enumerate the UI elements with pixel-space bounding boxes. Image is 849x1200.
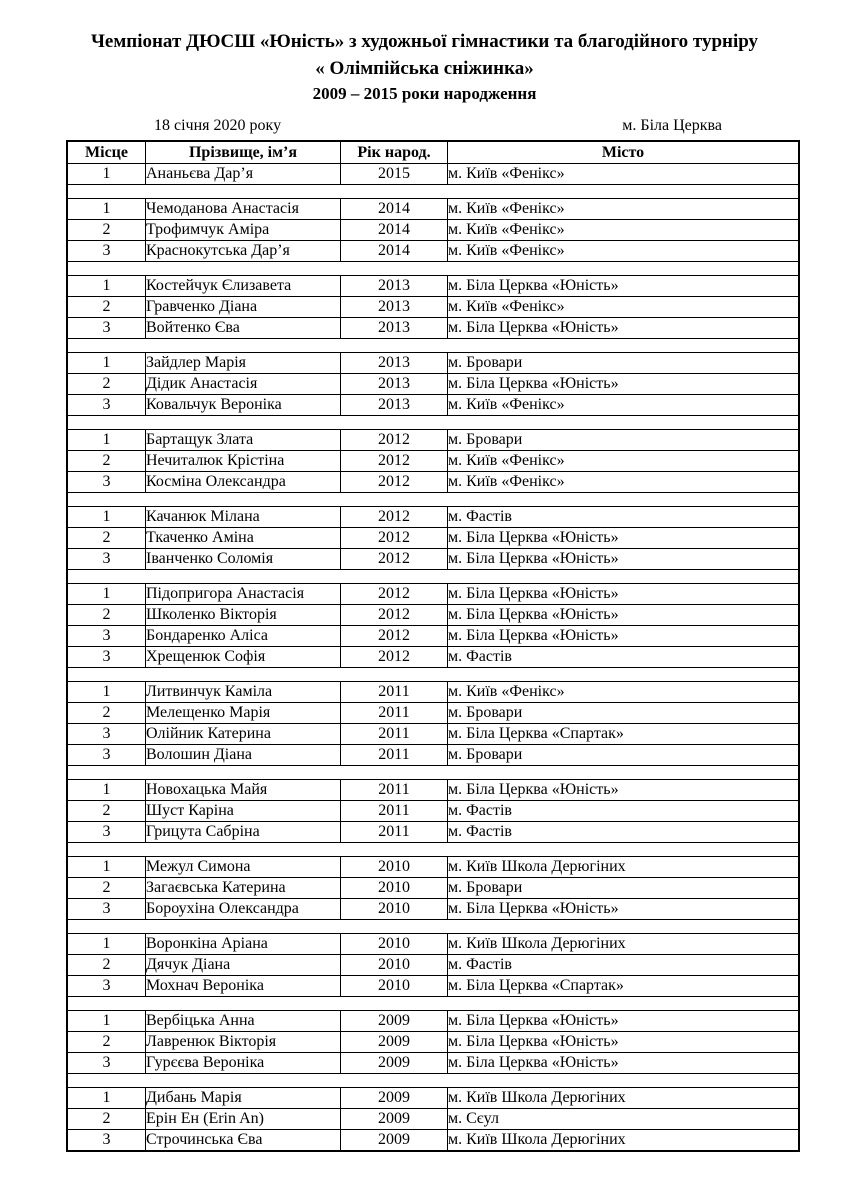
place-cell: 2	[67, 1109, 146, 1130]
table-row	[67, 801, 799, 822]
place-cell: 3	[67, 724, 146, 745]
city-cell: м. Біла Церква «Юність»	[448, 780, 800, 801]
place-cell: 1	[67, 682, 146, 703]
separator-row	[67, 766, 799, 780]
year-cell: 2014	[341, 220, 448, 241]
place-cell: 2	[67, 1032, 146, 1053]
city-cell: м. Київ «Фенікс»	[448, 395, 800, 416]
year-cell: 2010	[341, 899, 448, 920]
place-cell: 1	[67, 1088, 146, 1109]
name-cell: Войтенко Єва	[146, 318, 341, 339]
name-cell: Зайдлер Марія	[146, 353, 341, 374]
name-cell: Ковальчук Вероніка	[146, 395, 341, 416]
name-cell: Краснокутська Дар’я	[146, 241, 341, 262]
title-line-2: « Олімпійська сніжинка»	[315, 58, 534, 79]
year-cell: 2011	[341, 724, 448, 745]
place-cell: 3	[67, 899, 146, 920]
place-cell: 1	[67, 780, 146, 801]
place-cell: 1	[67, 857, 146, 878]
header-year: Рік народ.	[341, 141, 448, 164]
city-cell: м. Київ Школа Дерюгіних	[448, 857, 800, 878]
table-row	[67, 934, 799, 955]
table-row	[67, 605, 799, 626]
separator-cell	[67, 843, 799, 857]
year-cell: 2013	[341, 395, 448, 416]
city-cell: м. Біла Церква «Юність»	[448, 584, 800, 605]
year-cell: 2013	[341, 297, 448, 318]
place-cell: 3	[67, 395, 146, 416]
place-cell: 2	[67, 451, 146, 472]
year-cell: 2009	[341, 1088, 448, 1109]
table-row	[67, 241, 799, 262]
year-cell: 2013	[341, 276, 448, 297]
year-cell: 2010	[341, 878, 448, 899]
event-location: м. Біла Церква	[622, 117, 722, 134]
city-cell: м. Сєул	[448, 1109, 800, 1130]
city-cell: м. Фастів	[448, 507, 800, 528]
header-place: Місце	[67, 141, 146, 164]
separator-row	[67, 997, 799, 1011]
year-cell: 2013	[341, 353, 448, 374]
place-cell: 1	[67, 1011, 146, 1032]
name-cell: Костейчук Єлизавета	[146, 276, 341, 297]
table-row	[67, 682, 799, 703]
place-cell: 3	[67, 549, 146, 570]
place-cell: 1	[67, 199, 146, 220]
city-cell: м. Київ Школа Дерюгіних	[448, 1088, 800, 1109]
table-row	[67, 507, 799, 528]
results-table-body	[67, 164, 799, 1152]
place-cell: 3	[67, 1053, 146, 1074]
city-cell: м. Київ «Фенікс»	[448, 682, 800, 703]
year-cell: 2015	[341, 164, 448, 185]
city-cell: м. Київ «Фенікс»	[448, 220, 800, 241]
separator-cell	[67, 493, 799, 507]
name-cell: Косміна Олександра	[146, 472, 341, 493]
place-cell: 3	[67, 1130, 146, 1152]
table-row	[67, 584, 799, 605]
place-cell: 3	[67, 472, 146, 493]
title-line-3: 2009 – 2015 роки народження	[312, 84, 537, 103]
year-cell: 2014	[341, 241, 448, 262]
table-row	[67, 745, 799, 766]
separator-row	[67, 1074, 799, 1088]
header-city: Місто	[448, 141, 800, 164]
place-cell: 3	[67, 241, 146, 262]
name-cell: Гурєєва Вероніка	[146, 1053, 341, 1074]
table-row	[67, 955, 799, 976]
year-cell: 2012	[341, 528, 448, 549]
place-cell: 2	[67, 374, 146, 395]
name-cell: Нечиталюк Крістіна	[146, 451, 341, 472]
table-row	[67, 647, 799, 668]
name-cell: Бондаренко Аліса	[146, 626, 341, 647]
year-cell: 2012	[341, 584, 448, 605]
city-cell: м. Біла Церква «Юність»	[448, 1032, 800, 1053]
name-cell: Іванченко Соломія	[146, 549, 341, 570]
name-cell: Дідик Анастасія	[146, 374, 341, 395]
name-cell: Литвинчук Каміла	[146, 682, 341, 703]
place-cell: 2	[67, 801, 146, 822]
city-cell: м. Біла Церква «Юність»	[448, 899, 800, 920]
table-row	[67, 1011, 799, 1032]
place-cell: 1	[67, 430, 146, 451]
year-cell: 2009	[341, 1109, 448, 1130]
separator-cell	[67, 185, 799, 199]
name-cell: Трофимчук Аміра	[146, 220, 341, 241]
year-cell: 2009	[341, 1130, 448, 1152]
city-cell: м. Біла Церква «Юність»	[448, 374, 800, 395]
table-row	[67, 899, 799, 920]
year-cell: 2012	[341, 549, 448, 570]
city-cell: м. Київ «Фенікс»	[448, 199, 800, 220]
table-row	[67, 976, 799, 997]
city-cell: м. Київ «Фенікс»	[448, 164, 800, 185]
title-line-1: Чемпіонат ДЮСШ «Юність» з художньої гімнастики та благодійного турніру	[90, 31, 759, 52]
year-cell: 2010	[341, 857, 448, 878]
results-table-header	[67, 141, 799, 164]
city-cell: м. Біла Церква «Юність»	[448, 1053, 800, 1074]
year-cell: 2011	[341, 703, 448, 724]
year-cell: 2009	[341, 1032, 448, 1053]
year-cell: 2011	[341, 745, 448, 766]
name-cell: Новохацька Майя	[146, 780, 341, 801]
city-cell: м. Бровари	[448, 353, 800, 374]
city-cell: м. Бровари	[448, 430, 800, 451]
name-cell: Олійник Катерина	[146, 724, 341, 745]
place-cell: 3	[67, 976, 146, 997]
separator-cell	[67, 997, 799, 1011]
separator-cell	[67, 262, 799, 276]
separator-row	[67, 570, 799, 584]
table-row	[67, 878, 799, 899]
separator-cell	[67, 570, 799, 584]
name-cell: Хрещенюк Софія	[146, 647, 341, 668]
place-cell: 1	[67, 164, 146, 185]
city-cell: м. Біла Церква «Юність»	[448, 605, 800, 626]
year-cell: 2010	[341, 955, 448, 976]
table-row	[67, 353, 799, 374]
city-cell: м. Фастів	[448, 647, 800, 668]
year-cell: 2012	[341, 647, 448, 668]
results-table	[66, 140, 800, 1152]
place-cell: 2	[67, 220, 146, 241]
name-cell: Ткаченко Аміна	[146, 528, 341, 549]
table-row	[67, 780, 799, 801]
city-cell: м. Біла Церква «Юність»	[448, 549, 800, 570]
separator-row	[67, 185, 799, 199]
separator-row	[67, 668, 799, 682]
name-cell: Школенко Вікторія	[146, 605, 341, 626]
name-cell: Воронкіна Аріана	[146, 934, 341, 955]
place-cell: 1	[67, 584, 146, 605]
place-cell: 1	[67, 934, 146, 955]
separator-cell	[67, 416, 799, 430]
name-cell: Дячук Діана	[146, 955, 341, 976]
name-cell: Мелещенко Марія	[146, 703, 341, 724]
separator-cell	[67, 339, 799, 353]
separator-cell	[67, 668, 799, 682]
city-cell: м. Київ «Фенікс»	[448, 241, 800, 262]
year-cell: 2012	[341, 451, 448, 472]
year-cell: 2010	[341, 934, 448, 955]
city-cell: м. Бровари	[448, 703, 800, 724]
table-row	[67, 1032, 799, 1053]
place-cell: 2	[67, 605, 146, 626]
separator-row	[67, 416, 799, 430]
table-row	[67, 318, 799, 339]
separator-row	[67, 843, 799, 857]
separator-cell	[67, 920, 799, 934]
name-cell: Ананьєва Дар’я	[146, 164, 341, 185]
city-cell: м. Київ Школа Дерюгіних	[448, 1130, 800, 1152]
place-cell: 3	[67, 647, 146, 668]
year-cell: 2013	[341, 374, 448, 395]
city-cell: м. Біла Церква «Юність»	[448, 276, 800, 297]
year-cell: 2014	[341, 199, 448, 220]
city-cell: м. Бровари	[448, 878, 800, 899]
table-row	[67, 1088, 799, 1109]
city-cell: м. Біла Церква «Юність»	[448, 1011, 800, 1032]
table-row	[67, 297, 799, 318]
city-cell: м. Київ «Фенікс»	[448, 472, 800, 493]
name-cell: Шуст Каріна	[146, 801, 341, 822]
separator-row	[67, 920, 799, 934]
table-row	[67, 451, 799, 472]
name-cell: Підопригора Анастасія	[146, 584, 341, 605]
header-row	[67, 141, 799, 164]
table-row	[67, 703, 799, 724]
date-location-row	[66, 116, 800, 136]
city-cell: м. Біла Церква «Юність»	[448, 318, 800, 339]
year-cell: 2010	[341, 976, 448, 997]
place-cell: 3	[67, 745, 146, 766]
year-cell: 2012	[341, 430, 448, 451]
place-cell: 3	[67, 822, 146, 843]
separator-row	[67, 262, 799, 276]
place-cell: 3	[67, 626, 146, 647]
table-row	[67, 626, 799, 647]
city-cell: м. Фастів	[448, 801, 800, 822]
table-row	[67, 276, 799, 297]
city-cell: м. Київ «Фенікс»	[448, 451, 800, 472]
table-row	[67, 430, 799, 451]
separator-cell	[67, 766, 799, 780]
place-cell: 2	[67, 528, 146, 549]
city-cell: м. Бровари	[448, 745, 800, 766]
year-cell: 2013	[341, 318, 448, 339]
year-cell: 2012	[341, 605, 448, 626]
document-title	[0, 28, 849, 106]
city-cell: м. Біла Церква «Юність»	[448, 626, 800, 647]
name-cell: Дибань Марія	[146, 1088, 341, 1109]
year-cell: 2011	[341, 682, 448, 703]
name-cell: Волошин Діана	[146, 745, 341, 766]
name-cell: Мохнач Вероніка	[146, 976, 341, 997]
year-cell: 2011	[341, 801, 448, 822]
name-cell: Чемоданова Анастасія	[146, 199, 341, 220]
year-cell: 2009	[341, 1053, 448, 1074]
separator-row	[67, 493, 799, 507]
place-cell: 2	[67, 955, 146, 976]
table-row	[67, 1109, 799, 1130]
name-cell: Лавренюк Вікторія	[146, 1032, 341, 1053]
name-cell: Вербіцька Анна	[146, 1011, 341, 1032]
table-row	[67, 395, 799, 416]
name-cell: Межул Симона	[146, 857, 341, 878]
city-cell: м. Біла Церква «Спартак»	[448, 976, 800, 997]
name-cell: Гравченко Діана	[146, 297, 341, 318]
separator-row	[67, 339, 799, 353]
place-cell: 3	[67, 318, 146, 339]
event-date: 18 січня 2020 року	[154, 117, 282, 134]
year-cell: 2012	[341, 472, 448, 493]
table-row	[67, 220, 799, 241]
table-row	[67, 822, 799, 843]
table-row	[67, 199, 799, 220]
place-cell: 2	[67, 878, 146, 899]
city-cell: м. Біла Церква «Спартак»	[448, 724, 800, 745]
name-cell: Бартащук Злата	[146, 430, 341, 451]
name-cell: Бороухіна Олександра	[146, 899, 341, 920]
city-cell: м. Фастів	[448, 955, 800, 976]
place-cell: 1	[67, 507, 146, 528]
name-cell: Ерін Ен (Erin An)	[146, 1109, 341, 1130]
table-row	[67, 724, 799, 745]
header-name: Прізвище, ім’я	[146, 141, 341, 164]
table-row	[67, 549, 799, 570]
city-cell: м. Київ Школа Дерюгіних	[448, 934, 800, 955]
city-cell: м. Біла Церква «Юність»	[448, 528, 800, 549]
name-cell: Загаєвська Катерина	[146, 878, 341, 899]
year-cell: 2011	[341, 822, 448, 843]
table-row	[67, 374, 799, 395]
name-cell: Строчинська Єва	[146, 1130, 341, 1152]
place-cell: 1	[67, 353, 146, 374]
place-cell: 1	[67, 276, 146, 297]
separator-cell	[67, 1074, 799, 1088]
table-row	[67, 1130, 799, 1152]
place-cell: 2	[67, 297, 146, 318]
year-cell: 2012	[341, 626, 448, 647]
city-cell: м. Фастів	[448, 822, 800, 843]
table-row	[67, 857, 799, 878]
table-row	[67, 164, 799, 185]
name-cell: Грицута Сабріна	[146, 822, 341, 843]
place-cell: 2	[67, 703, 146, 724]
year-cell: 2012	[341, 507, 448, 528]
city-cell: м. Київ «Фенікс»	[448, 297, 800, 318]
name-cell: Качанюк Мілана	[146, 507, 341, 528]
table-row	[67, 472, 799, 493]
table-row	[67, 1053, 799, 1074]
year-cell: 2011	[341, 780, 448, 801]
year-cell: 2009	[341, 1011, 448, 1032]
table-row	[67, 528, 799, 549]
